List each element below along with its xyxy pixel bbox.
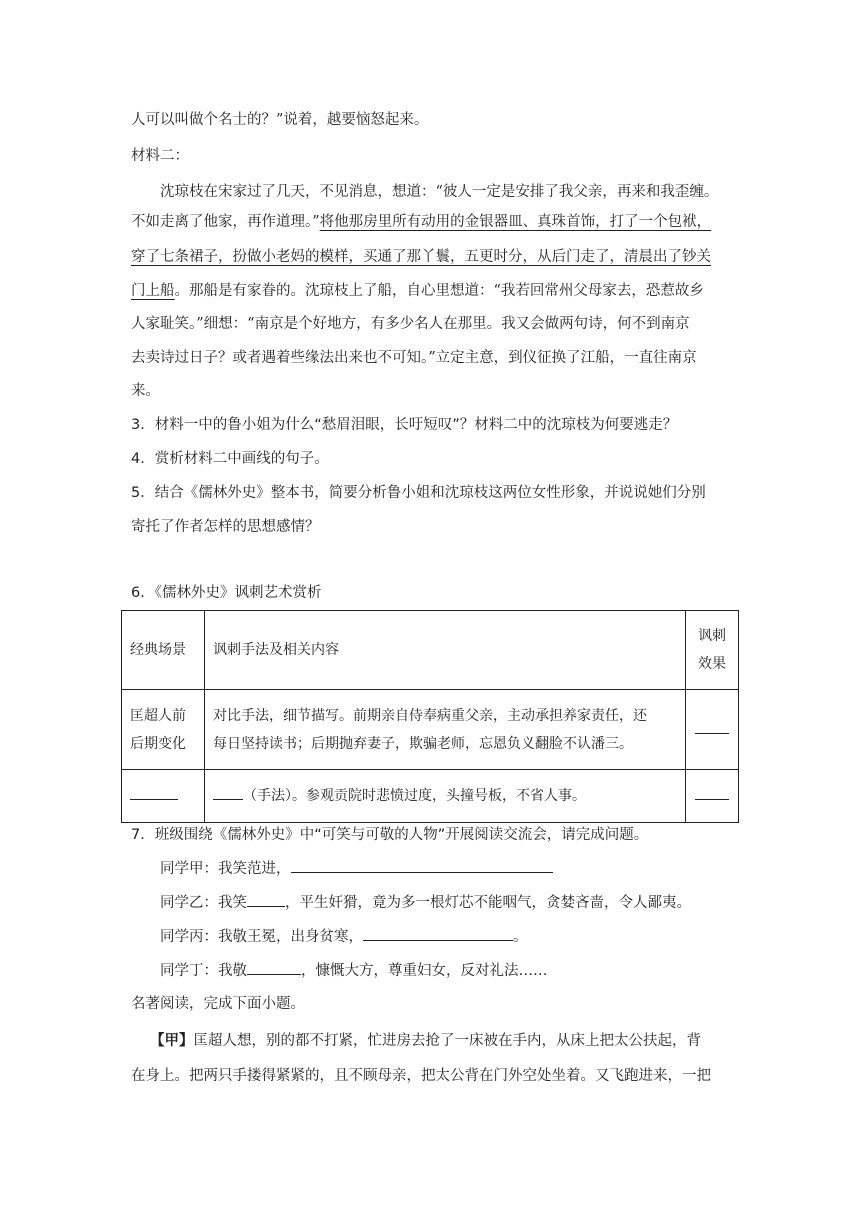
student-ding: 同学丁：我敬 ，慷慨大方，尊重妇女，反对礼法……: [160, 960, 548, 981]
material2-line-4: 门上船。那船是有家眷的。沈琼枝上了船，自心里想道：“我若回常州父母家去，恐惹故乡: [131, 283, 704, 299]
student-jia: 同学甲：我笑范进，: [160, 858, 553, 879]
header-technique: 讽刺手法及相关内容: [205, 611, 686, 690]
material1-tail: 人可以叫做个名士的？”说着，越要恼怒起来。: [131, 112, 429, 128]
material2-line-5: 人家耻笑。”细想：“南京是个好地方，有多少名人在那里。我又会做两句诗，何不到南京: [131, 316, 690, 332]
question-5-line-2: 寄托了作者怎样的思想感情？: [131, 519, 320, 535]
student-yi: 同学乙：我笑 ，平生奸猾，竟为多一根灯芯不能咽气，贪婪吝啬，令人鄙夷。: [160, 892, 691, 913]
material2-title: 材料二：: [131, 148, 189, 164]
row1-effect-blank[interactable]: [686, 690, 739, 770]
student-bing: 同学丙：我敬王冕，出身贫寒， 。: [160, 926, 528, 947]
underlined-sentence: 将他那房里所有动用的金银器皿、真珠首饰，打了一个包袱，: [319, 214, 712, 230]
answer-blank[interactable]: [291, 858, 553, 873]
header-scene: 经典场景: [122, 611, 205, 690]
reading-title: 名著阅读，完成下面小题。: [131, 996, 305, 1012]
underlined-sentence-end: 门上船: [131, 283, 175, 299]
table-row: [122, 770, 739, 823]
row2-effect-blank[interactable]: [686, 770, 739, 823]
question-7: 7．班级围绕《儒林外史》中“可笑与可敬的人物”开展阅读交流会，请完成问题。: [131, 827, 649, 843]
answer-blank[interactable]: [247, 960, 301, 975]
answer-blank[interactable]: [363, 926, 513, 941]
reading-line-1: 【甲】匡超人想，别的都不打紧，忙进房去抢了一床被在手内，从床上把太公扶起，背: [150, 1032, 701, 1049]
material2-line-3: 穿了七条裙子，扮做小老妈的模样，买通了那丫鬟，五更时分，从后门走了，清晨出了钞关: [131, 249, 711, 265]
table-header-row: [122, 611, 739, 690]
row2-scene-blank[interactable]: [122, 770, 205, 823]
table-row: [122, 690, 739, 770]
question-5-line-1: 5．结合《儒林外史》整本书，简要分析鲁小姐和沈琼枝这两位女性形象，并说说她们分别: [131, 485, 706, 501]
satire-table: [121, 610, 739, 823]
row2-technique-blank[interactable]: [213, 785, 243, 800]
question-6: 6．《儒林外史》讽刺艺术赏析: [131, 585, 322, 601]
material2-line-7: 来。: [131, 383, 160, 399]
row1-technique: 对比手法，细节描写。前期亲自侍奉病重父亲，主动承担养家责任，还 每日坚持读书；后期抛弃妻子，欺骗老师，忘恩负义翻脸不认潘三。: [205, 690, 686, 770]
answer-blank[interactable]: [247, 892, 285, 907]
question-3: 3．材料一中的鲁小姐为什么“愁眉泪眼，长吁短叹”？材料二中的沈琼枝为何要逃走？: [131, 417, 678, 433]
material2-line-1: 沈琼枝在宋家过了几天，不见消息，想道：“彼人一定是安排了我父亲，再来和我歪缠。: [160, 184, 719, 200]
reading-line-2: 在身上。把两只手搂得紧紧的，且不顾母亲，把太公背在门外空处坐着。又飞跑进来，一把: [131, 1068, 711, 1084]
row2-technique: （手法）。参观贡院时悲愤过度，头撞号板，不省人事。: [205, 770, 686, 823]
material2-line-6: 去卖诗过日子？或者遇着些缘法出来也不可知。”立定主意，到仪征换了江船，一直往南京: [131, 350, 697, 366]
row1-scene: 匡超人前 后期变化: [122, 690, 205, 770]
passage-tag: 【甲】: [150, 1032, 194, 1049]
question-4: 4．赏析材料二中画线的句子。: [131, 451, 329, 467]
header-effect: 讽刺 效果: [686, 611, 739, 690]
material2-line-2: 不如走离了他家，再作道理。”将他那房里所有动用的金银器皿、真珠首饰，打了一个包袱，: [131, 214, 712, 230]
